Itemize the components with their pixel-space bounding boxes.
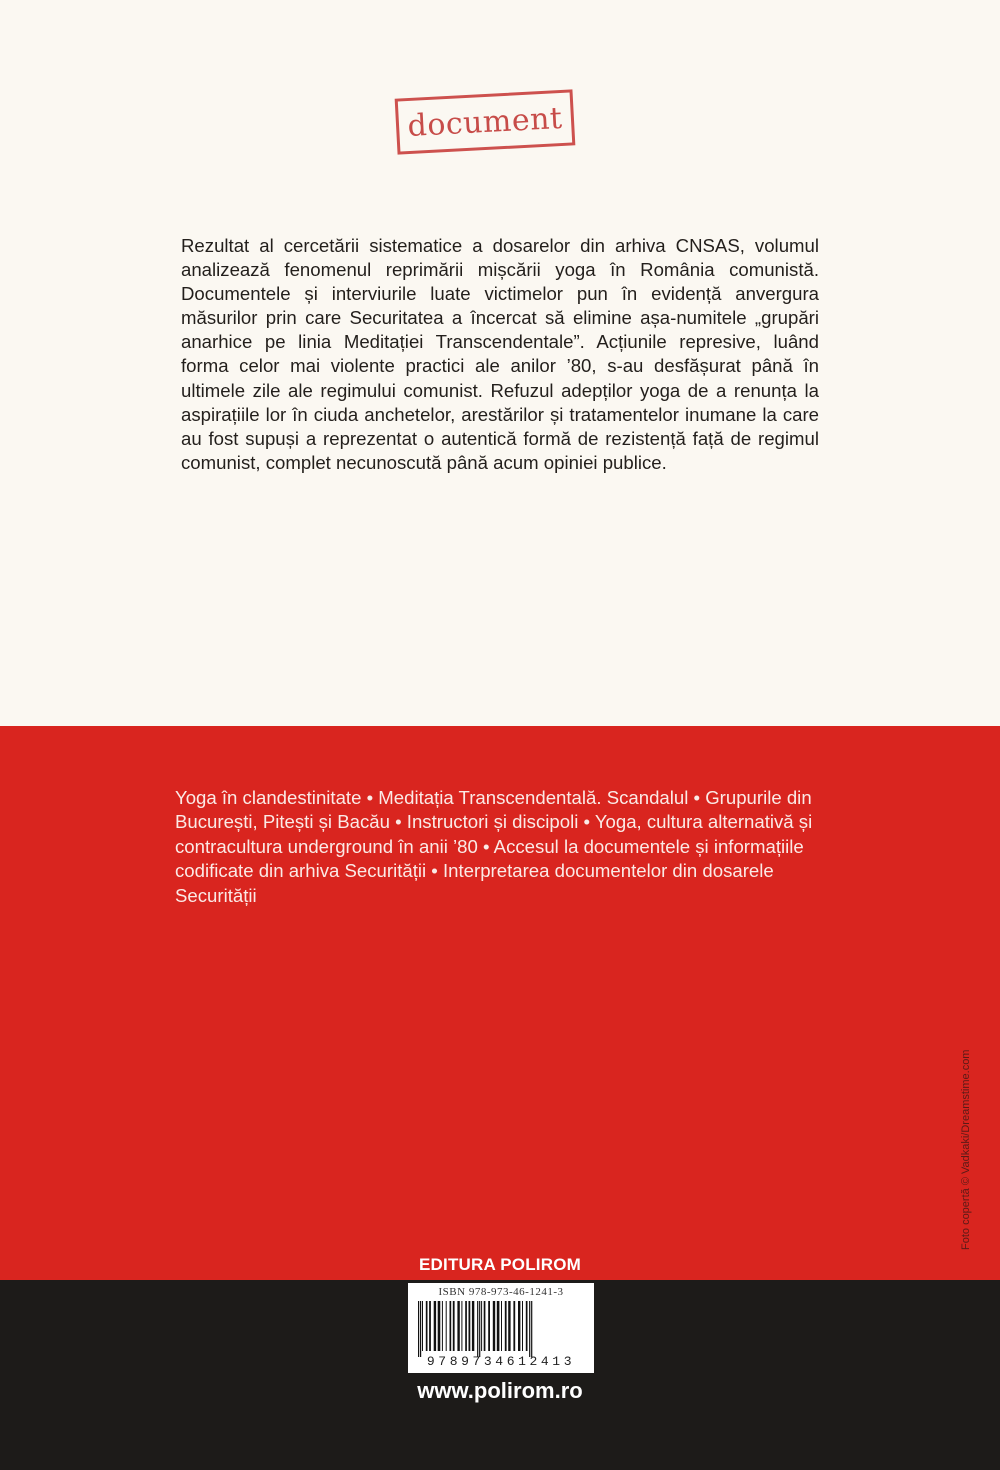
barcode-bar bbox=[429, 1301, 431, 1351]
barcode-bars bbox=[416, 1301, 586, 1357]
barcode-guard-bar bbox=[529, 1301, 530, 1357]
barcode-bar bbox=[442, 1301, 443, 1351]
barcode-bar bbox=[488, 1301, 490, 1351]
document-stamp: document bbox=[395, 89, 576, 154]
barcode-bar bbox=[434, 1301, 436, 1351]
barcode-bar bbox=[465, 1301, 467, 1351]
barcode-guard-bar bbox=[418, 1301, 419, 1357]
barcode-bar bbox=[518, 1301, 520, 1351]
barcode-bar bbox=[450, 1301, 452, 1351]
photo-credit: Foto copertă © Vadkaki/Dreamstime.com bbox=[960, 1049, 972, 1250]
barcode-bar bbox=[438, 1301, 441, 1351]
barcode-guard-bar bbox=[531, 1301, 532, 1357]
barcode bbox=[408, 1283, 594, 1373]
barcode-bar bbox=[522, 1301, 523, 1351]
barcode-bar bbox=[472, 1301, 474, 1351]
barcode-digits: 9789734612413 bbox=[426, 1354, 576, 1369]
barcode-guard-bar bbox=[420, 1301, 421, 1357]
barcode-guard-bar bbox=[479, 1301, 480, 1357]
barcode-bar bbox=[493, 1301, 495, 1351]
barcode-bar bbox=[469, 1301, 471, 1351]
barcode-bar bbox=[501, 1301, 502, 1351]
barcode-bar bbox=[422, 1301, 423, 1351]
publisher-name: EDITURA POLIROM bbox=[419, 1255, 581, 1274]
topics-list: Yoga în clandestinitate • Meditația Transcendentală. Scandalul • Grupurile din București, Pitești și Bacău • Instructori și discipoli • Yoga, cultura alternativă și contracultura underground în anii ’80 • Accesul la documentele și informațiile codificate din arhiva Securității • Interpretarea documentelor din dosarele Securității bbox=[175, 787, 813, 906]
barcode-bar bbox=[481, 1301, 482, 1351]
barcode-bar bbox=[513, 1301, 515, 1351]
barcode-bar bbox=[497, 1301, 500, 1351]
barcode-bar bbox=[508, 1301, 510, 1351]
barcode-bar bbox=[505, 1301, 507, 1351]
isbn-text: ISBN 978-973-46-1241-3 bbox=[438, 1286, 564, 1298]
book-blurb: Rezultat al cercetării sistematice a dosarelor din arhiva CNSAS, volumul analizează fenomenul reprimării mișcării yoga în România comunistă. Documentele și interviurile luate victimelor pun în evidență anvergura măsurilor prin care Securitatea a încercat să elimine așa-numitele „grupări anarhice pe linia Meditației Transcendentale”. Acțiunile represive, luând forma celor mai violente practici ale anilor ’80, s-au desfășurat până în ultimele zile ale regimului comunist. Refuzul adepților yoga de a renunța la aspirațiile lor în ciuda anchetelor, arestărilor și tratamentelor inumane la care au fost supuși a reprezentat o autentică formă de rezistență față de regimul comunist, complet necunoscută până acum opiniei publice. bbox=[181, 235, 819, 473]
barcode-bar bbox=[526, 1301, 528, 1351]
barcode-bar bbox=[484, 1301, 486, 1351]
barcode-bar bbox=[457, 1301, 459, 1351]
barcode-bar bbox=[426, 1301, 428, 1351]
barcode-bar bbox=[461, 1301, 462, 1351]
barcode-bar bbox=[446, 1301, 447, 1351]
barcode-bar bbox=[453, 1301, 455, 1351]
website-link[interactable]: www.polirom.ro bbox=[417, 1378, 583, 1403]
barcode-guard-bar bbox=[477, 1301, 478, 1357]
